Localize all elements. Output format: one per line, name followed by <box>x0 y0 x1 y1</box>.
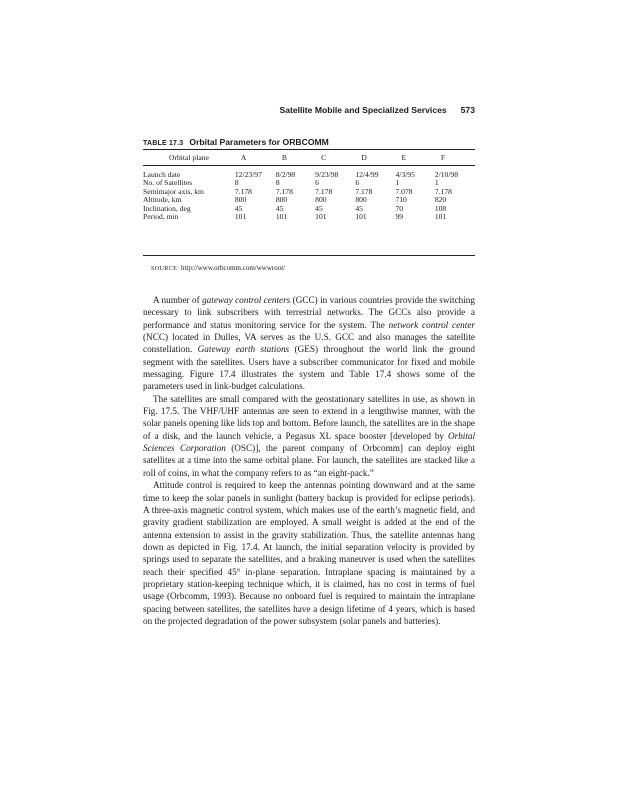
table-cell: 101 <box>275 212 288 222</box>
table-cell: 12/23/97 <box>234 170 262 179</box>
column-header: B <box>281 152 287 162</box>
table-cell: 4/3/95 <box>395 170 415 179</box>
table-top-rule <box>143 149 475 150</box>
table-cell: 7.178 <box>234 186 252 196</box>
column-header: E <box>401 152 407 162</box>
table-cell: 45 <box>315 203 323 213</box>
running-head <box>143 105 475 115</box>
table-cell: 7.178 <box>275 186 293 196</box>
table-cell: 108 <box>434 203 447 213</box>
table-cell: 45 <box>275 203 284 213</box>
table-row <box>143 205 475 213</box>
table-title: Orbital Parameters for ORBCOMM <box>189 137 329 147</box>
table-cell: 710 <box>395 195 407 205</box>
table-cell: Launch date <box>143 170 181 179</box>
table-cell: 45 <box>234 203 243 213</box>
table-cell: 12/4/99 <box>355 170 379 179</box>
table-cell: Period, min <box>143 212 179 222</box>
table-caption <box>143 137 475 147</box>
table-cell: 7.078 <box>395 186 413 196</box>
table-cell: 101 <box>315 212 327 222</box>
text-run: (GCC) in various countries provide the switching necessary to link subscribers with terrestrial networks. The GCCs also provide a performance and status monitoring service for the system. The <box>143 295 475 330</box>
text-run: (NCC) located in Dulles, VA serves as the U.S. GCC and also manages the satellite constellation. <box>143 332 475 355</box>
table-cell: 1 <box>434 178 439 188</box>
text-run: (OSC)], the parent company of Orbcomm] can deploy eight satellites at a time into the same orbital plane. For launch, the satellites are stacked like a roll of coins, in what the company refers to as “an eight-pack.” <box>143 443 475 478</box>
paragraph <box>143 294 475 393</box>
table-cell: 800 <box>234 195 247 205</box>
source-url: http://www.orbcomm.com/wwwroot/ <box>180 264 286 272</box>
table-cell: 800 <box>355 195 367 205</box>
table-cell: 6 <box>355 178 360 188</box>
text-run: (GES) throughout the world link the ground segment with the satellites. Users have a subscriber communicator for fixed and mobile messaging. Figure 17.4 illustrates the system and Table 17.4 shows some of the parameters used in link-budget calculations. <box>143 344 475 392</box>
table-row <box>143 196 475 204</box>
table-cell: 101 <box>434 212 447 222</box>
italic-term: Orbital Sciences Corporation <box>143 430 475 454</box>
table-cell: 7.178 <box>315 186 333 196</box>
table-cell: 101 <box>355 212 367 222</box>
table-cell: 8 <box>234 178 239 188</box>
text-run: Attitude control is required to keep the antennas pointing downward and at the same time to keep the solar panels in sunlight (battery backup is provided for eclipse periods). A three-axis magnetic control system, which makes use of the earth’s magnetic field, and gravity gradient stabilization are employed. A small weight is added at the end of the antenna extension to assist in the gravity stabilization. Thus, the satellite antennas hang down as depicted in Fig. 17.4. At launch, the initial separation velocity is provided by springs used to separate the satellites, and a braking maneuver is used when the satellites reach their specified 45° in-plane separation. Intraplane spacing is maintained by a proprietary station-keeping technique which, it is claimed, has no cost in terms of fuel usage (Orbcomm, 1993). Because no onboard fuel is required to maintain the intraplane spacing between satellites, the satellites have a design lifetime of 4 years, which is based on the projected degradation of the power subsystem (solar panels and batteries). <box>143 480 475 626</box>
table-cell: 8 <box>275 178 280 188</box>
table-cell: Altitude, km <box>143 195 182 205</box>
table-row <box>143 188 475 196</box>
text-run: A number of <box>153 295 203 305</box>
table-cell: 8/2/98 <box>275 170 296 179</box>
table-cell: 9/23/98 <box>315 170 339 179</box>
table-bottom-rule <box>143 255 475 256</box>
table-row <box>143 171 475 179</box>
table-source <box>151 264 285 272</box>
column-header: Orbital plane <box>169 152 209 162</box>
table-cell: 7.178 <box>355 186 373 196</box>
table-cell: 800 <box>315 195 327 205</box>
table-number: TABLE 17.3 <box>143 140 184 147</box>
table-cell: 820 <box>434 195 447 205</box>
table-cell: 6 <box>315 178 319 188</box>
paragraph <box>143 393 475 479</box>
table-cell: 101 <box>234 212 247 222</box>
table-cell: 45 <box>355 203 363 213</box>
italic-term: network control center <box>388 319 475 330</box>
source-label: SOURCE: <box>151 265 180 272</box>
column-header: F <box>440 152 446 162</box>
table-cell: No. of Satellites <box>143 178 193 188</box>
page-number: 573 <box>460 105 475 115</box>
table-cell: 70 <box>395 203 404 213</box>
table-header-row <box>143 152 475 164</box>
orbital-parameters-table <box>143 152 475 221</box>
column-header: D <box>361 152 367 162</box>
italic-term: Gateway earth stations <box>197 344 290 355</box>
table-cell: 1 <box>395 178 400 188</box>
table-cell: Semimajor axis, km <box>143 186 204 196</box>
running-head-title: Satellite Mobile and Specialized Services <box>279 105 447 115</box>
body-text <box>143 294 475 627</box>
italic-term: gateway control centers <box>202 295 291 305</box>
table-cell: 2/10/98 <box>434 170 459 179</box>
table-cell: 7.178 <box>434 186 452 196</box>
table-cell: Inclination, deg <box>143 203 191 213</box>
column-header: C <box>321 152 327 162</box>
paragraph <box>143 479 475 627</box>
column-header: A <box>240 152 247 162</box>
table-cell: 800 <box>275 195 288 205</box>
table-row <box>143 213 475 221</box>
table-cell: 99 <box>395 212 404 222</box>
text-run: The satellites are small compared with the geostationary satellites in use, as shown in Fig. 17.5. The VHF/UHF antennas are seen to extend in a lengthwise manner, with the solar panels opening like lids top and bottom. Before launch, the satellites are in the shape of a disk, and the launch vehicle, a Pegasus XL space booster [developed by <box>143 393 475 441</box>
